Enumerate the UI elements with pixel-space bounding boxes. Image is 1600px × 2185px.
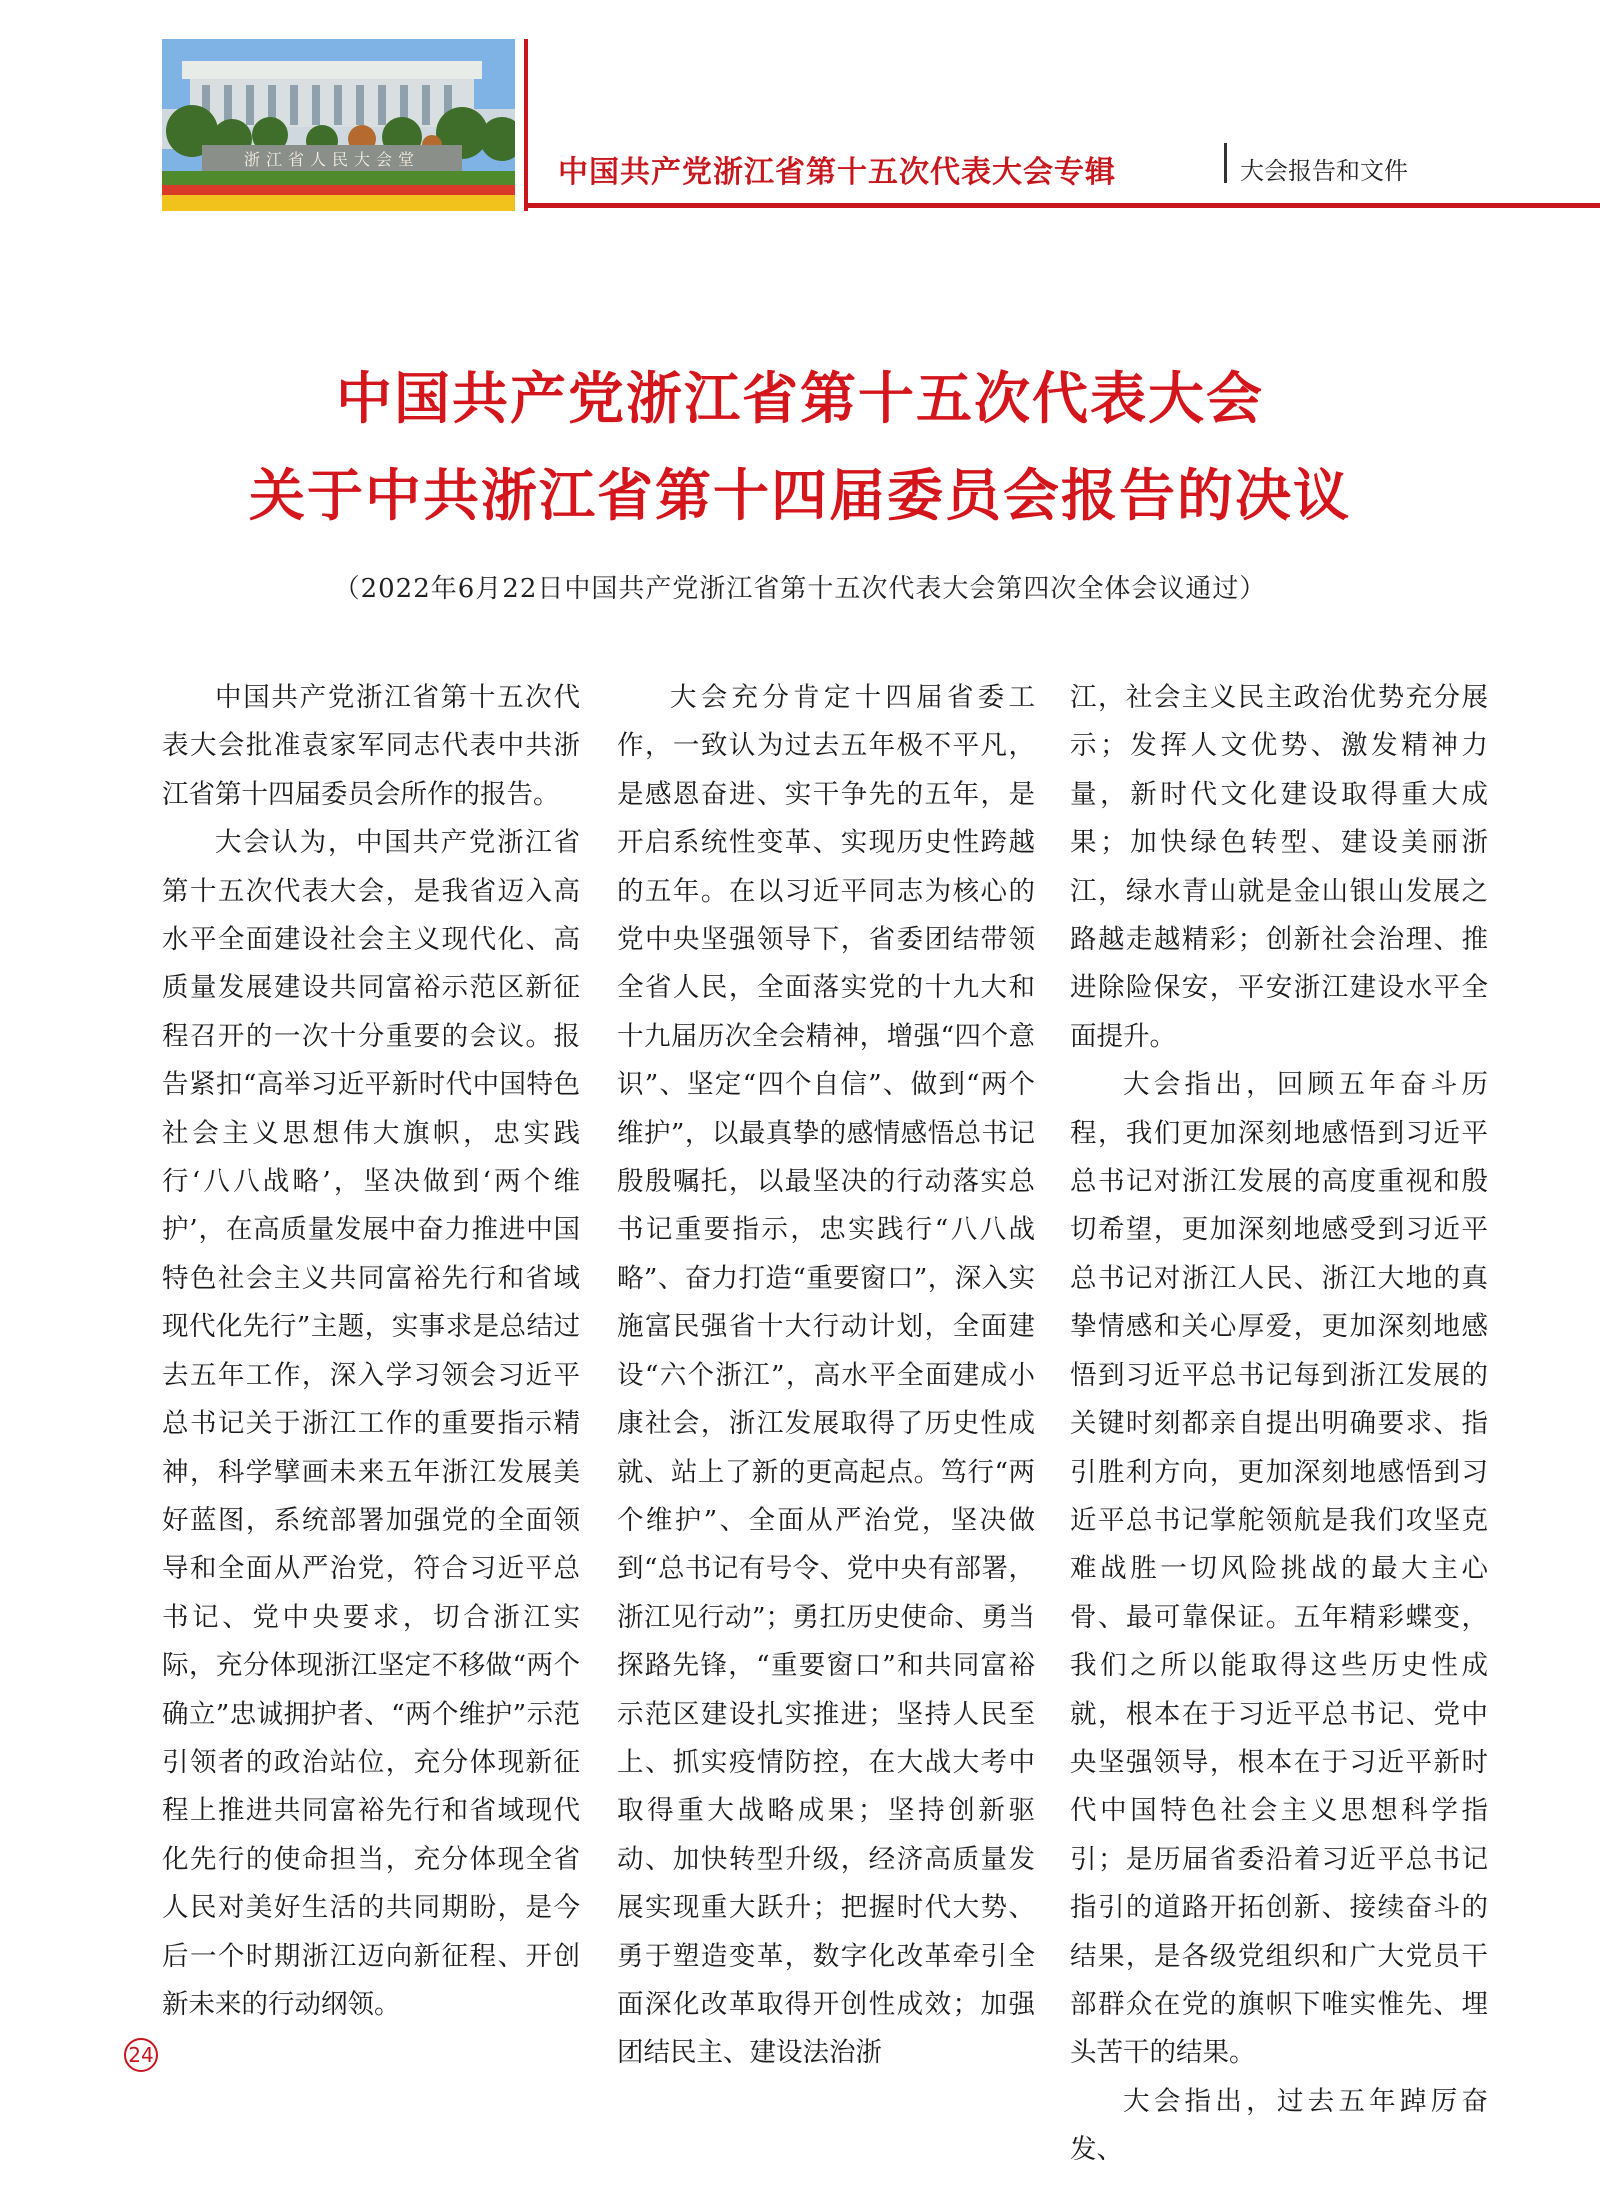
paragraph: 大会认为，中国共产党浙江省第十五次代表大会，是我省迈入高水平全面建设社会主义现代化、高质量发展建设共同富裕示范区新征程召开的一次十分重要的会议。报告紧扣“高举习近平新时代中国特色社会主义思想伟大旗帜，忠实践行‘八八战略’，坚决做到‘两个维护’，在高质量发展中奋力推进中国特色社会主义共同富裕先行和省域现代化先行”主题，实事求是总结过去五年工作，深入学习领会习近平总书记关于浙江工作的重要指示精神，科学擘画未来五年浙江发展美好蓝图，系统部署加强党的全面领导和全面从严治党，符合习近平总书记、党中央要求，切合浙江实际，充分体现浙江坚定不移做“两个确立”忠诚拥护者、“两个维护”示范引领者的政治站位，充分体现新征程上推进共同富裕先行和省域现代化先行的使命担当，充分体现全省人民对美好生活的共同期盼，是今后一个时期浙江迈向新征程、开创新未来的行动纲领。: [162, 827, 580, 2020]
header-separator: [1224, 143, 1227, 183]
paragraph: 中国共产党浙江省第十五次代表大会批准袁家军同志代表中共浙江省第十四届委员会所作的报告。: [162, 682, 580, 810]
text-column-2: [617, 674, 1035, 2078]
header-photo: [162, 39, 515, 211]
series-title: 中国共产党浙江省第十五次代表大会专辑: [558, 155, 1116, 190]
header-horizontal-rule: [524, 203, 1600, 208]
paragraph: 大会充分肯定十四届省委工作，一致认为过去五年极不平凡，是感恩奋进、实干争先的五年，是开启系统性变革、实现历史性跨越的五年。在以习近平同志为核心的党中央坚强领导下，省委团结带领全省人民，全面落实党的十九大和十九届历次全会精神，增强“四个意识”、坚定“四个自信”、做到“两个维护”，以最真挚的感情感悟总书记殷殷嘱托，以最坚决的行动落实总书记重要指示，忠实践行“八八战略”、奋力打造“重要窗口”，深入实施富民强省十大行动计划，全面建设“六个浙江”，高水平全面建成小康社会，浙江发展取得了历史性成就、站上了新的更高起点。笃行“两个维护”、全面从严治党，坚决做到“总书记有号令、党中央有部署，浙江见行动”；勇扛历史使命、勇当探路先锋，“重要窗口”和共同富裕示范区建设扎实推进；坚持人民至上、抓实疫情防控，在大战大考中取得重大战略成果；坚持创新驱动、加快转型升级，经济高质量发展实现重大跃升；把握时代大势、勇于塑造变革，数字化改革牵引全面深化改革取得开创性成效；加强团结民主、建设法治浙: [617, 682, 1035, 2069]
article-title-line-1: 中国共产党浙江省第十五次代表大会: [336, 367, 1264, 432]
article-subtitle: （2022年6月22日中国共产党浙江省第十五次代表大会第四次全体会议通过）: [333, 574, 1267, 604]
header-band: [524, 39, 1600, 211]
photo-caption: 浙江省人民大会堂: [243, 150, 420, 169]
text-column-1: [162, 674, 580, 2029]
people-hall-photo: [162, 39, 515, 211]
paragraph: 大会指出，回顾五年奋斗历程，我们更加深刻地感悟到习近平总书记对浙江发展的高度重视和殷切希望，更加深刻地感受到习近平总书记对浙江人民、浙江大地的真挚情感和关心厚爱，更加深刻地感悟到习近平总书记每到浙江发展的关键时刻都亲自提出明确要求、指引胜利方向，更加深刻地感悟到习近平总书记掌舵领航是我们攻坚克难战胜一切风险挑战的最大主心骨、最可靠保证。五年精彩蝶变，我们之所以能取得这些历史性成就，根本在于习近平总书记、党中央坚强领导，根本在于习近平新时代中国特色社会主义思想科学指引；是历届省委沿着习近平总书记指引的道路开拓创新、接续奋斗的结果，是各级党组织和广大党员干部群众在党的旗帜下唯实惟先、埋头苦干的结果。: [1070, 1069, 1488, 2069]
paragraph-continued: 江，社会主义民主政治优势充分展示；发挥人文优势、激发精神力量，新时代文化建设取得重大成果；加快绿色转型、建设美丽浙江，绿水青山就是金山银山发展之路越走越精彩；创新社会治理、推进除险保安，平安浙江建设水平全面提升。: [1070, 682, 1488, 1052]
paragraph: 大会指出，过去五年踔厉奋发、: [1070, 2085, 1488, 2166]
page-number: 24: [124, 2038, 158, 2072]
header-vertical-rule: [524, 39, 528, 211]
article-title-line-2: 关于中共浙江省第十四届委员会报告的决议: [249, 464, 1351, 529]
section-label: 大会报告和文件: [1240, 157, 1408, 185]
text-column-3: [1070, 674, 1488, 2175]
